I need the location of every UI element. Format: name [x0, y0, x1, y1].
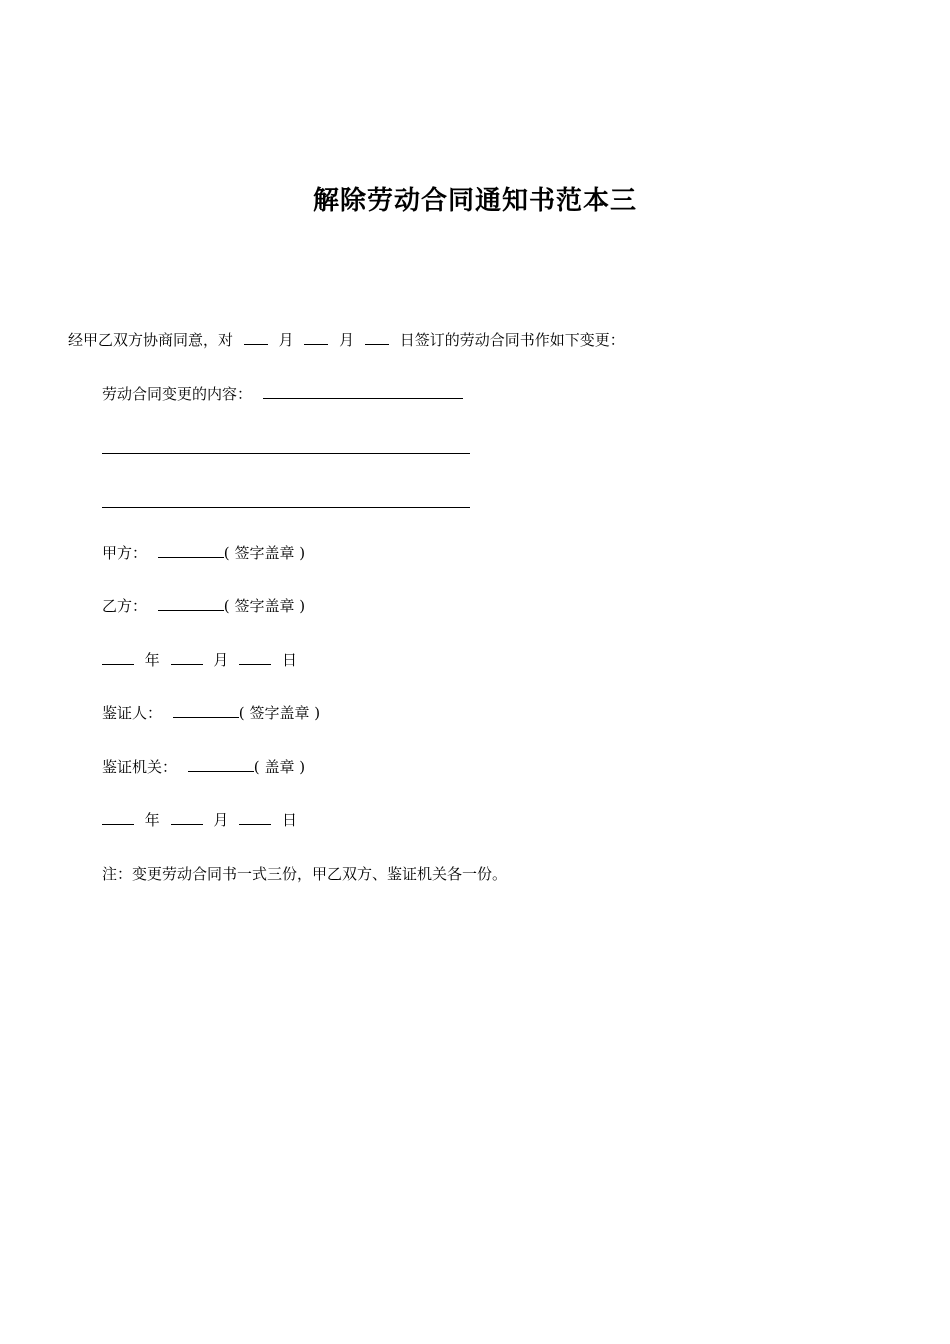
witness-close-paren: ) — [314, 704, 321, 722]
date2-month-blank — [171, 810, 203, 825]
day-blank — [365, 330, 389, 345]
date1-day: 日 — [281, 651, 297, 669]
authority-blank — [188, 757, 254, 772]
party-b-open-paren: ( — [223, 597, 230, 615]
authority-close-paren: ) — [299, 758, 306, 776]
content-rule-1 — [102, 453, 470, 454]
date2-year-blank — [102, 810, 134, 825]
intro-month-1: 月 — [278, 331, 294, 349]
date1-month-blank — [171, 650, 203, 665]
party-b-close-paren: ) — [299, 597, 306, 615]
year-blank — [244, 330, 268, 345]
intro-month-2: 月 — [339, 331, 355, 349]
party-a-open-paren: ( — [223, 544, 230, 562]
authority-note: 盖章 — [264, 758, 295, 776]
date-line-1 — [102, 650, 297, 670]
date2-year: 年 — [144, 811, 160, 829]
date2-day-blank — [239, 810, 271, 825]
authority-label: 鉴证机关： — [102, 758, 178, 776]
date2-day: 日 — [281, 811, 297, 829]
content-label: 劳动合同变更的内容： — [102, 385, 253, 403]
date1-year-blank — [102, 650, 134, 665]
party-b-note: 签字盖章 — [234, 597, 295, 615]
date1-year: 年 — [144, 651, 160, 669]
date1-month: 月 — [213, 651, 229, 669]
party-a-note: 签字盖章 — [234, 544, 295, 562]
party-a-blank — [158, 543, 224, 558]
witness-open-paren: ( — [238, 704, 245, 722]
footnote: 注：变更劳动合同书一式三份，甲乙双方、鉴证机关各一份。 — [102, 865, 508, 883]
witness-line — [102, 703, 320, 723]
party-b-blank — [158, 596, 224, 611]
intro-prefix: 经甲乙双方协商同意，对 — [68, 331, 234, 349]
witness-blank — [173, 703, 239, 718]
page-title: 解除劳动合同通知书范本三 — [312, 186, 637, 216]
content-blank — [263, 384, 463, 399]
party-a-line — [102, 543, 305, 563]
content-rule-2 — [102, 507, 470, 508]
party-a-close-paren: ) — [299, 544, 306, 562]
party-b-label: 乙方： — [102, 597, 148, 615]
intro-suffix: 日签订的劳动合同书作如下变更： — [399, 331, 625, 349]
authority-line — [102, 757, 305, 777]
content-line — [102, 384, 463, 404]
witness-label: 鉴证人： — [102, 704, 163, 722]
witness-note: 签字盖章 — [249, 704, 310, 722]
authority-open-paren: ( — [253, 758, 260, 776]
month-blank — [304, 330, 328, 345]
date1-day-blank — [239, 650, 271, 665]
party-b-line — [102, 596, 305, 616]
party-a-label: 甲方： — [102, 544, 148, 562]
date-line-2 — [102, 810, 297, 830]
date2-month: 月 — [213, 811, 229, 829]
intro-line — [68, 330, 625, 350]
